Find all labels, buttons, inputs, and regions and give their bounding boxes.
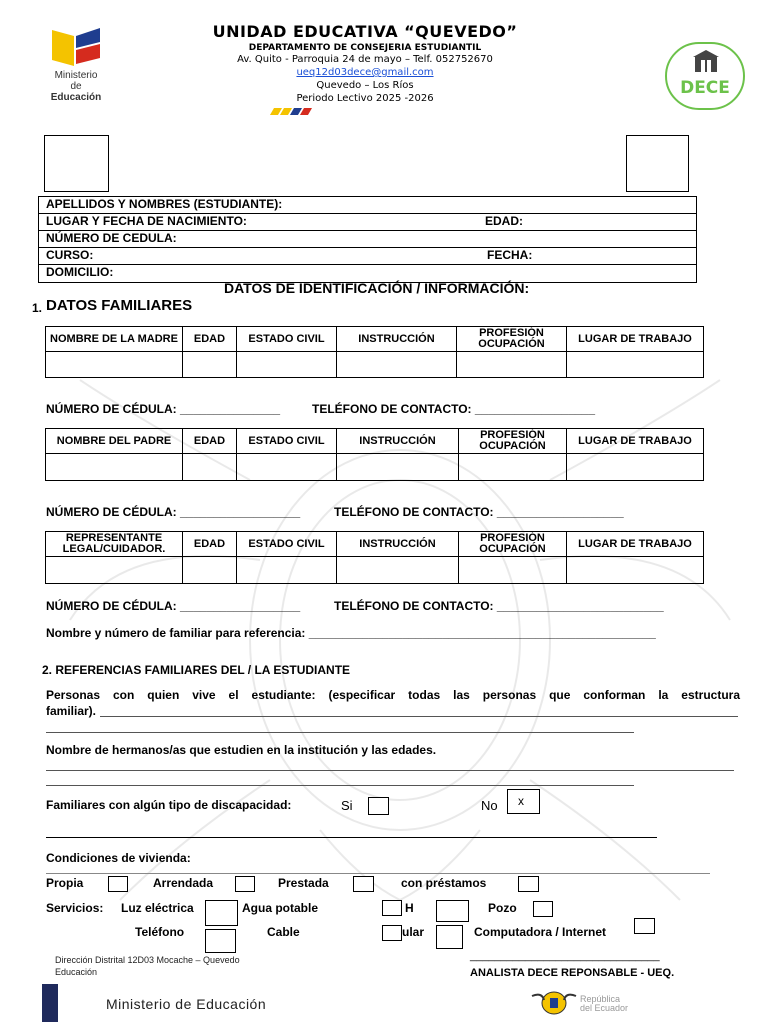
disability-no-checkbox[interactable] bbox=[507, 789, 540, 814]
footer-ministry: Ministerio de Educación bbox=[106, 996, 267, 1012]
disability-yes-checkbox[interactable] bbox=[368, 797, 389, 815]
stripe-red bbox=[300, 108, 312, 115]
cellphone-label: ular bbox=[402, 925, 425, 939]
period-line: Periodo Lectivo 2025 -2026 bbox=[296, 93, 434, 104]
father-table-header bbox=[46, 429, 704, 454]
rented-checkbox[interactable] bbox=[235, 876, 255, 892]
input-cell[interactable] bbox=[567, 557, 704, 584]
representative-table-header bbox=[46, 532, 704, 557]
mother-table bbox=[45, 326, 704, 378]
input-cell[interactable] bbox=[337, 352, 457, 378]
ministry-logo-line2-pre: de bbox=[70, 81, 82, 92]
header-cell: EDAD bbox=[183, 327, 237, 352]
header-cell: PROFESIÓN OCUPACIÓN bbox=[459, 532, 567, 557]
sewer-checkbox[interactable] bbox=[436, 900, 469, 922]
input-cell[interactable] bbox=[459, 557, 567, 584]
ministry-logo-line1: Ministerio bbox=[54, 70, 98, 81]
lives-with-line1: Personas con quien vive el estudiante: (especificar todas las personas que conforman la estructura bbox=[46, 688, 740, 702]
water-checkbox[interactable] bbox=[382, 900, 402, 916]
own-checkbox[interactable] bbox=[108, 876, 128, 892]
header-cell: LUGAR DE TRABAJO bbox=[567, 327, 704, 352]
identification-box bbox=[38, 196, 697, 283]
electricity-label: Luz eléctrica bbox=[121, 901, 194, 915]
lives-with-blank-2[interactable] bbox=[46, 732, 634, 733]
section2-title: 2. REFERENCIAS FAMILIARES DEL / LA ESTUDIANTE bbox=[42, 663, 351, 677]
representative-table bbox=[45, 531, 704, 584]
header-cell: ESTADO CIVIL bbox=[237, 429, 337, 454]
ministry-of-education-logo bbox=[52, 28, 102, 68]
header-cell: NOMBRE DEL PADRE bbox=[46, 429, 183, 454]
header-cell: PROFESIÓN OCUPACIÓN bbox=[457, 327, 567, 352]
mother-phone: TELÉFONO DE CONTACTO: __________________ bbox=[312, 402, 596, 416]
input-cell[interactable] bbox=[237, 557, 337, 584]
republic-line1: República bbox=[580, 994, 621, 1004]
mother-table-row bbox=[46, 352, 704, 378]
input-cell[interactable] bbox=[567, 454, 704, 481]
sewer-label: H bbox=[405, 901, 414, 915]
loan-checkbox[interactable] bbox=[518, 876, 539, 892]
signature-line: _______________________________ bbox=[470, 950, 660, 962]
services-label: Servicios: bbox=[46, 901, 104, 915]
computer-label: Computadora / Internet bbox=[474, 925, 607, 939]
water-label: Agua potable bbox=[242, 901, 319, 915]
input-cell[interactable] bbox=[237, 352, 337, 378]
father-phone: TELÉFONO DE CONTACTO: ___________________ bbox=[334, 505, 624, 519]
label-age: EDAD: bbox=[485, 214, 523, 228]
label-address: DOMICILIO: bbox=[46, 265, 114, 279]
header-cell: NOMBRE DE LA MADRE bbox=[46, 327, 183, 352]
housing-label: Condiciones de vivienda: bbox=[46, 851, 191, 865]
header-cell: ESTADO CIVIL bbox=[237, 532, 337, 557]
label-names: APELLIDOS Y NOMBRES (ESTUDIANTE): bbox=[46, 197, 283, 211]
own-label: Propia bbox=[46, 876, 84, 890]
section1-title: DATOS FAMILIARES bbox=[46, 297, 193, 314]
well-checkbox[interactable] bbox=[533, 901, 553, 917]
header-cell: REPRESENTANTE LEGAL/CUIDADOR. bbox=[46, 532, 183, 557]
footer-blue-bar bbox=[42, 984, 58, 1022]
department-name: DEPARTAMENTO DE CONSEJERIA ESTUDIANTIL bbox=[248, 43, 482, 53]
dece-logo-text: DECE bbox=[680, 78, 730, 98]
phone-service-label: Teléfono bbox=[135, 925, 185, 939]
student-photo-box bbox=[44, 135, 109, 192]
input-cell[interactable] bbox=[567, 352, 704, 378]
disability-no-label: No bbox=[481, 798, 498, 813]
header-cell: ESTADO CIVIL bbox=[237, 327, 337, 352]
school-name: UNIDAD EDUCATIVA “QUEVEDO” bbox=[212, 22, 518, 41]
input-cell[interactable] bbox=[337, 454, 459, 481]
section-title: DATOS DE IDENTIFICACIÓN / INFORMACIÓN: bbox=[224, 280, 530, 296]
rented-label: Arrendada bbox=[153, 876, 214, 890]
header-cell: LUGAR DE TRABAJO bbox=[567, 532, 704, 557]
input-cell[interactable] bbox=[457, 352, 567, 378]
header-cell: EDAD bbox=[183, 532, 237, 557]
input-cell[interactable] bbox=[337, 557, 459, 584]
label-course: CURSO: bbox=[46, 248, 94, 262]
input-cell[interactable] bbox=[46, 352, 183, 378]
email-link[interactable]: ueq12d03dece@gmail.com bbox=[296, 67, 434, 78]
id-row-cedula bbox=[39, 231, 696, 248]
representative-phone: TELÉFONO DE CONTACTO: _________________________ bbox=[334, 599, 664, 613]
mother-cedula: NÚMERO DE CÉDULA: _______________ bbox=[46, 402, 281, 416]
input-cell[interactable] bbox=[46, 454, 183, 481]
lent-checkbox[interactable] bbox=[353, 876, 374, 892]
siblings-label: Nombre de hermanos/as que estudien en la institución y las edades. bbox=[46, 743, 437, 757]
lent-label: Prestada bbox=[278, 876, 329, 890]
lives-with-blank-1[interactable] bbox=[100, 716, 738, 717]
section1-number: 1. bbox=[32, 301, 43, 315]
representative-table-row bbox=[46, 557, 704, 584]
input-cell[interactable] bbox=[46, 557, 183, 584]
header-cell: INSTRUCCIÓN bbox=[337, 327, 457, 352]
cable-checkbox[interactable] bbox=[382, 925, 402, 941]
second-photo-box bbox=[626, 135, 689, 192]
input-cell[interactable] bbox=[459, 454, 567, 481]
well-label: Pozo bbox=[488, 901, 517, 915]
disability-yes-label: Si bbox=[341, 798, 353, 813]
signature-label: ANALISTA DECE REPONSABLE - UEQ. bbox=[470, 967, 675, 979]
label-date: FECHA: bbox=[487, 248, 533, 262]
input-cell[interactable] bbox=[237, 454, 337, 481]
input-cell[interactable] bbox=[183, 352, 237, 378]
siblings-blank-2[interactable] bbox=[46, 785, 634, 786]
email-line bbox=[180, 66, 550, 79]
district-line2: Educación bbox=[55, 967, 98, 977]
ecuador-coat-of-arms-icon bbox=[530, 990, 578, 1016]
computer-checkbox[interactable] bbox=[634, 918, 655, 934]
district-line1: Dirección Distrital 12D03 Mocache – Quevedo bbox=[55, 955, 240, 965]
dece-logo bbox=[665, 42, 745, 110]
header-cell: PROFESIÓN OCUPACIÓN bbox=[459, 429, 567, 454]
ministry-logo-text bbox=[44, 70, 108, 103]
loan-label: con préstamos bbox=[401, 876, 487, 890]
label-id-number: NÚMERO DE CEDULA: bbox=[46, 231, 177, 245]
dece-building-icon bbox=[693, 50, 719, 74]
representative-cedula: NÚMERO DE CÉDULA: __________________ bbox=[46, 599, 301, 613]
input-cell[interactable] bbox=[183, 454, 237, 481]
phone-service-checkbox[interactable] bbox=[205, 929, 236, 953]
school-address: Av. Quito - Parroquia 24 de mayo – Telf. 052752670 bbox=[237, 54, 493, 65]
id-row-course bbox=[39, 248, 696, 265]
no-checkmark: x bbox=[518, 794, 524, 808]
father-table bbox=[45, 428, 704, 481]
republic-line2: del Ecuador bbox=[580, 1003, 629, 1013]
city-line: Quevedo – Los Ríos bbox=[316, 80, 414, 91]
reference-line: Nombre y número de familiar para referencia: ____________________________________________________ bbox=[46, 626, 656, 640]
siblings-blank-1[interactable] bbox=[46, 770, 734, 771]
ministry-logo-line2-bold: Educación bbox=[50, 92, 102, 103]
disability-label: Familiares con algún tipo de discapacidad: bbox=[46, 798, 292, 812]
disability-blank[interactable] bbox=[46, 837, 657, 838]
mother-table-header bbox=[46, 327, 704, 352]
lives-with-line2: familiar). bbox=[46, 704, 97, 718]
input-cell[interactable] bbox=[183, 557, 237, 584]
label-birth: LUGAR Y FECHA DE NACIMIENTO: bbox=[46, 214, 247, 228]
header-cell: INSTRUCCIÓN bbox=[337, 532, 459, 557]
father-cedula: NÚMERO DE CÉDULA: __________________ bbox=[46, 505, 301, 519]
header-cell: EDAD bbox=[183, 429, 237, 454]
cable-label: Cable bbox=[267, 925, 300, 939]
electricity-checkbox[interactable] bbox=[205, 900, 238, 926]
header-cell: LUGAR DE TRABAJO bbox=[567, 429, 704, 454]
header-cell: INSTRUCCIÓN bbox=[337, 429, 459, 454]
id-row-names bbox=[39, 197, 696, 214]
id-row-birth bbox=[39, 214, 696, 231]
housing-rule bbox=[46, 873, 710, 874]
cellphone-checkbox[interactable] bbox=[436, 925, 463, 949]
father-table-row bbox=[46, 454, 704, 481]
footer-republic bbox=[580, 995, 628, 1013]
